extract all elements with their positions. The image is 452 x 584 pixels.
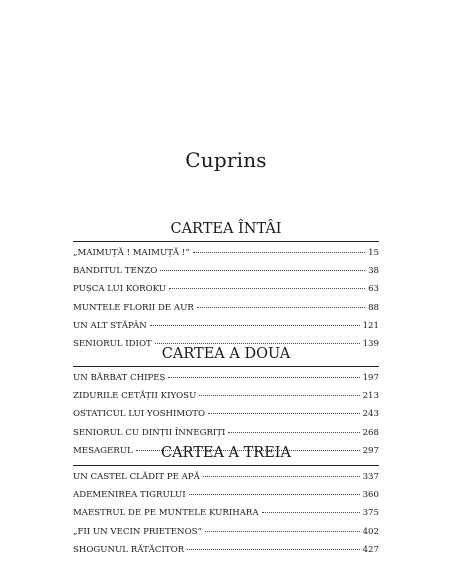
entry-title: „FII UN VECIN PRIETENOS“ (73, 526, 202, 537)
divider (73, 366, 379, 367)
toc-entry (73, 405, 379, 423)
dot-leader (187, 549, 359, 550)
toc-entry (73, 280, 379, 298)
entry-page: 197 (362, 373, 379, 383)
entry-page: 427 (362, 544, 379, 555)
entry-title: UN CASTEL CLĂDIT PE APĂ (73, 472, 200, 482)
toc-entry (73, 369, 379, 387)
toc-entry (73, 424, 379, 442)
entry-title: PUȘCA LUI KOROKU (73, 284, 166, 295)
entry-title: BANDITUL TENZO (73, 266, 158, 277)
toc-entry (73, 317, 379, 335)
entry-page: 213 (362, 391, 379, 402)
entry-title: MAESTRUL DE PE MUNTELE KURIHARA (73, 508, 259, 519)
dot-leader (262, 512, 360, 513)
entry-page: 297 (362, 445, 379, 456)
entry-page: 402 (362, 526, 379, 537)
dot-leader (193, 252, 365, 253)
part-heading: CARTEA ÎNTÂI (170, 221, 282, 237)
dot-leader (169, 288, 365, 289)
dot-leader (228, 432, 359, 433)
dot-leader (203, 476, 360, 477)
page-title: Cuprins (185, 148, 267, 172)
entry-page: 38 (368, 266, 379, 277)
divider (73, 465, 379, 466)
dot-leader (205, 531, 360, 532)
dot-leader (160, 270, 365, 271)
entry-page: 15 (368, 248, 379, 258)
toc-entry (73, 244, 379, 262)
toc-entry (73, 523, 379, 541)
divider (73, 241, 379, 242)
dot-leader (197, 307, 365, 308)
entry-page: 88 (368, 302, 379, 313)
part-heading: CARTEA A DOUA (161, 346, 291, 362)
entry-title: UN BĂRBAT CHIPEȘ (73, 373, 166, 383)
entry-page: 375 (362, 508, 379, 519)
dot-leader (155, 343, 360, 344)
toc-entry (73, 541, 379, 559)
entry-page: 63 (368, 284, 379, 295)
entry-title: ADEMENIREA TIGRULUI (73, 490, 186, 501)
entry-title: UN ALT STĂPÂN (73, 320, 147, 331)
toc-entry (73, 468, 379, 486)
entry-page: 139 (362, 339, 379, 350)
entry-title: SENIORUL CU DINȚII ÎNNEGRIȚI (73, 427, 226, 438)
dot-leader (168, 377, 359, 378)
toc-entry (73, 299, 379, 317)
toc-entry (73, 504, 379, 522)
entry-title: MESAGERUL (73, 445, 133, 456)
dot-leader (208, 413, 360, 414)
entry-page: 268 (362, 427, 379, 438)
dot-leader (199, 395, 359, 396)
dot-leader (150, 325, 360, 326)
entry-title: OSTATICUL LUI YOSHIMOTO (73, 409, 206, 420)
entry-page: 360 (362, 490, 379, 501)
toc-entry (73, 262, 379, 280)
entry-page: 121 (362, 320, 379, 331)
part-cartea-a-doua (73, 345, 379, 460)
dot-leader (189, 494, 360, 495)
entry-page: 243 (362, 409, 379, 420)
toc-entry (73, 387, 379, 405)
entry-title: SENIORUL IDIOT (73, 339, 152, 350)
entry-title: ZIDURILE CETĂȚII KIYOSU (73, 391, 197, 402)
entry-title: MUNTELE FLORII DE AUR (73, 302, 194, 313)
entry-page: 337 (362, 472, 379, 482)
part-cartea-intai (73, 220, 379, 353)
entry-title: „MAIMUȚĂ ! MAIMUȚĂ !” (73, 248, 190, 258)
part-heading: CARTEA A TREIA (160, 445, 292, 461)
entry-title: SHOGUNUL RĂTĂCITOR (73, 544, 185, 555)
toc-entry (73, 486, 379, 504)
part-cartea-a-treia (73, 444, 379, 559)
